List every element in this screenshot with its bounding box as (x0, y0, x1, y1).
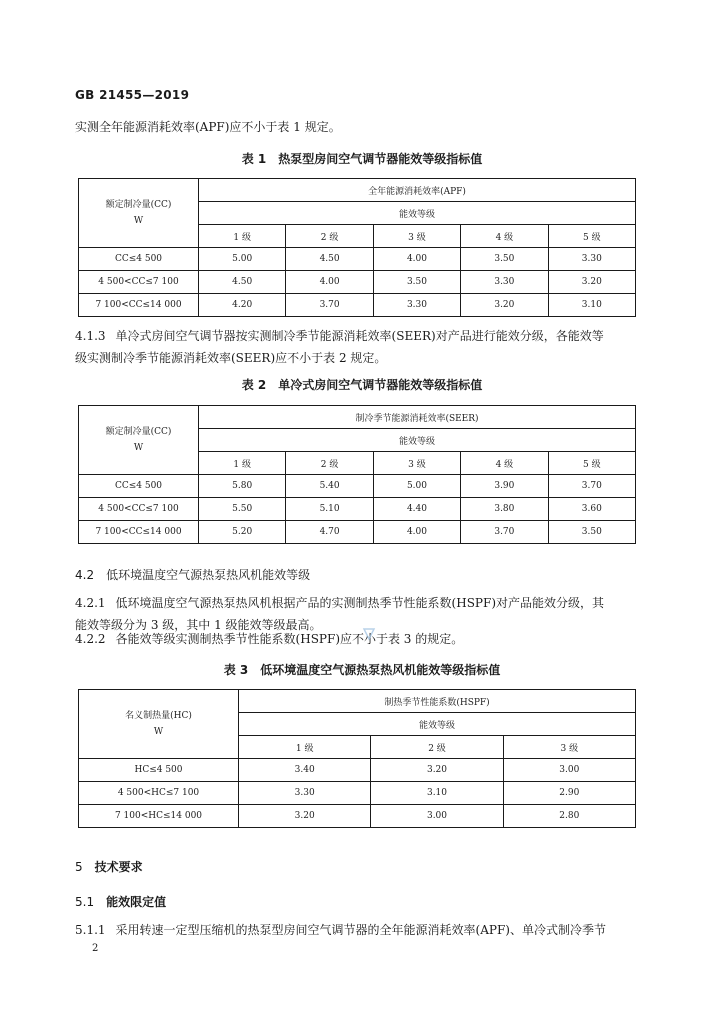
table2-sub-header: 能效等级 (199, 429, 636, 452)
clause-5-1-1-text: 采用转速一定型压缩机的热泵型房间空气调节器的全年能源消耗效率(APF)、单冷式制冷季节 (115, 923, 606, 937)
table2-col0-header-line2: W (133, 443, 144, 453)
table2-row-label: 7 100<CC≤14 000 (79, 521, 199, 544)
table3 (78, 689, 636, 828)
table2-group-header: 制冷季节能源消耗效率(SEER) (199, 406, 636, 429)
table1-cell: 3.70 (286, 294, 373, 317)
clause-4-1-3-number: 4.1.3 (75, 329, 106, 343)
table-row (79, 759, 636, 782)
table-row (79, 248, 636, 271)
table1-cell: 4.20 (199, 294, 286, 317)
table3-cell: 3.00 (371, 805, 503, 828)
table1-col0-header-line2: W (133, 216, 144, 226)
table3-cell: 3.00 (503, 759, 635, 782)
table1-cell: 3.50 (373, 271, 460, 294)
section-5-title: 技术要求 (94, 860, 143, 874)
table2-cell: 5.20 (199, 521, 286, 544)
table1-row-label: CC≤4 500 (79, 248, 199, 271)
table1-cell: 3.20 (548, 271, 635, 294)
clause-4-2-1-line1: 低环境温度空气源热泵热风机根据产品的实测制热季节性能系数(HSPF)对产品能效分级，其 (115, 596, 604, 610)
clause-4-1-3-line2: 级实测制冷季节能源消耗效率(SEER)应不小于表 2 规定。 (75, 351, 387, 365)
table3-cell: 2.80 (503, 805, 635, 828)
table2-cell: 3.90 (461, 475, 548, 498)
table2-col0-header-line1: 额定制冷量(CC) (105, 427, 172, 437)
table1-row-label: 7 100<CC≤14 000 (79, 294, 199, 317)
table-row (79, 475, 636, 498)
table2-cell: 5.80 (199, 475, 286, 498)
table-row (79, 271, 636, 294)
table2-cell: 5.00 (373, 475, 460, 498)
table3-cell: 3.40 (239, 759, 371, 782)
table3-grade: 2 级 (371, 736, 503, 759)
table3-group-header: 制热季节性能系数(HSPF) (239, 690, 636, 713)
table2-grade: 3 级 (373, 452, 460, 475)
table2-cell: 4.70 (286, 521, 373, 544)
table3-sub-header: 能效等级 (239, 713, 636, 736)
clause-4-2-2 (75, 628, 640, 650)
table2-grade: 2 级 (286, 452, 373, 475)
clause-5-1-1-number: 5.1.1 (75, 923, 106, 937)
table2-row-label: 4 500<CC≤7 100 (79, 498, 199, 521)
table1-col0-header-line1: 额定制冷量(CC) (105, 200, 172, 210)
clause-4-2-2-text: 各能效等级实测制热季节性能系数(HSPF)应不小于表 3 的规定。 (115, 632, 464, 646)
table3-grade: 3 级 (503, 736, 635, 759)
section-5-1-number: 5.1 (75, 895, 95, 909)
table3-row-label: HC≤4 500 (79, 759, 239, 782)
table3-row-label: 7 100<HC≤14 000 (79, 805, 239, 828)
table2-cell: 3.70 (461, 521, 548, 544)
table3-cell: 3.20 (371, 759, 503, 782)
table3-col0-header-line1: 名义制热量(HC) (125, 711, 192, 721)
table2-caption: 表 2 单冷式房间空气调节器能效等级指标值 (241, 378, 483, 392)
table3-caption: 表 3 低环境温度空气源热泵热风机能效等级指标值 (223, 663, 501, 677)
table1-cell: 5.00 (199, 248, 286, 271)
table2-grade: 1 级 (199, 452, 286, 475)
clause-5-1-1 (75, 919, 640, 941)
table1-cell: 3.30 (548, 248, 635, 271)
table2-cell: 4.40 (373, 498, 460, 521)
table3-cell: 3.20 (239, 805, 371, 828)
table1-cell: 3.30 (373, 294, 460, 317)
table2-cell: 3.70 (548, 475, 635, 498)
table2-cell: 5.10 (286, 498, 373, 521)
table1 (78, 178, 636, 317)
table-row (79, 805, 636, 828)
section-4-2-title: 低环境温度空气源热泵热风机能效等级 (106, 568, 311, 582)
clause-4-2-1-number: 4.2.1 (75, 596, 106, 610)
table1-grade: 5 级 (548, 225, 635, 248)
clause-4-1-3 (75, 325, 640, 369)
table2-grade: 4 级 (461, 452, 548, 475)
standard-code-header: GB 21455—2019 (75, 88, 190, 102)
table3-row-label: 4 500<HC≤7 100 (79, 782, 239, 805)
table1-cell: 4.50 (286, 248, 373, 271)
table1-cell: 3.10 (548, 294, 635, 317)
table2-cell: 5.50 (199, 498, 286, 521)
section-5-number: 5 (75, 860, 83, 874)
table-row (79, 782, 636, 805)
table3-cell: 2.90 (503, 782, 635, 805)
table3-grade: 1 级 (239, 736, 371, 759)
table2-col0-header (79, 406, 199, 475)
table1-cell: 4.00 (373, 248, 460, 271)
table2-cell: 5.40 (286, 475, 373, 498)
table1-cell: 3.30 (461, 271, 548, 294)
clause-4-2-2-number: 4.2.2 (75, 632, 106, 646)
table1-group-header: 全年能源消耗效率(APF) (199, 179, 636, 202)
watermark-icon (362, 627, 376, 641)
section-5-heading (75, 858, 143, 875)
table2-row-label: CC≤4 500 (79, 475, 199, 498)
table1-sub-header: 能效等级 (199, 202, 636, 225)
table1-caption: 表 1 热泵型房间空气调节器能效等级指标值 (241, 152, 483, 166)
table1-cell: 3.20 (461, 294, 548, 317)
table-row (79, 498, 636, 521)
clause-4-2-1-line2: 能效等级分为 3 级，其中 1 级能效等级最高。 (75, 618, 322, 632)
table1-grade: 3 级 (373, 225, 460, 248)
table1-grade: 4 级 (461, 225, 548, 248)
table1-cell: 3.50 (461, 248, 548, 271)
section-4-2-number: 4.2 (75, 568, 95, 582)
table-row (79, 521, 636, 544)
section-5-1-heading (75, 893, 166, 910)
section-5-1-title: 能效限定值 (106, 895, 167, 909)
page-number: 2 (92, 943, 99, 954)
table3-cell: 3.10 (371, 782, 503, 805)
clause-4-1-3-line1: 单冷式房间空气调节器按实测制冷季节能源消耗效率(SEER)对产品进行能效分级，各能效等 (115, 329, 604, 343)
table2-cell: 3.80 (461, 498, 548, 521)
table3-col0-header (79, 690, 239, 759)
table2-cell: 3.50 (548, 521, 635, 544)
table2 (78, 405, 636, 544)
intro-paragraph: 实测全年能源消耗效率(APF)应不小于表 1 规定。 (75, 120, 341, 134)
table1-grade: 2 级 (286, 225, 373, 248)
table3-col0-header-line2: W (153, 727, 164, 737)
table-row (79, 294, 636, 317)
table1-grade: 1 级 (199, 225, 286, 248)
table1-cell: 4.50 (199, 271, 286, 294)
table3-cell: 3.30 (239, 782, 371, 805)
table1-cell: 4.00 (286, 271, 373, 294)
table1-col0-header (79, 179, 199, 248)
section-4-2-heading (75, 566, 310, 583)
table2-grade: 5 级 (548, 452, 635, 475)
table2-cell: 3.60 (548, 498, 635, 521)
table2-cell: 4.00 (373, 521, 460, 544)
table1-row-label: 4 500<CC≤7 100 (79, 271, 199, 294)
